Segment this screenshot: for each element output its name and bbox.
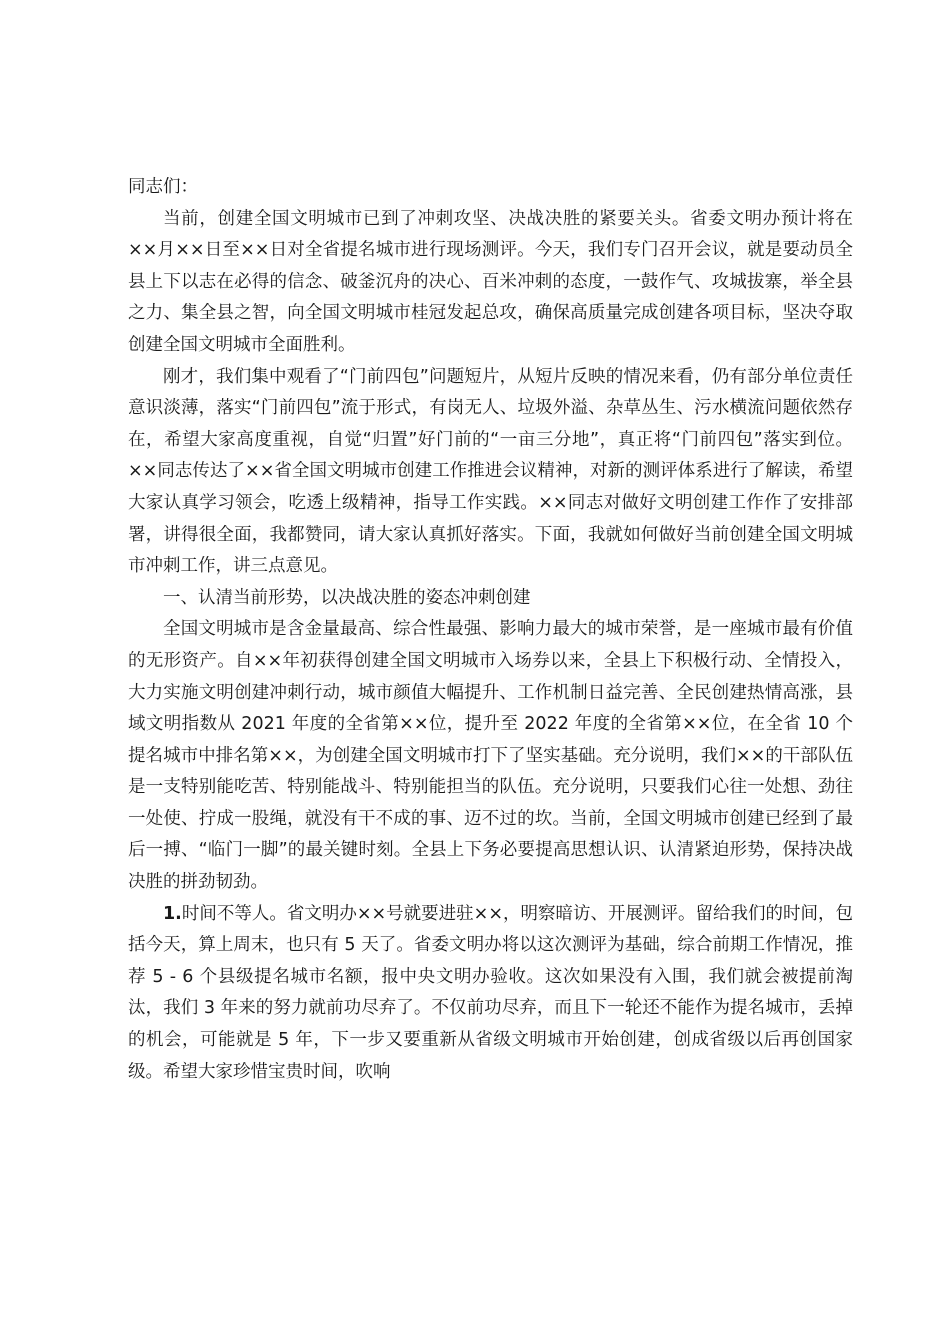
point-paragraph [128,899,853,1089]
point-number: 1. [163,903,182,924]
document-page [128,172,853,1088]
greeting: 同志们： [128,177,198,197]
section-heading: 一、认清当前形势，以决战决胜的姿态冲刺创建 [163,587,531,608]
review-paragraph: 刚才，我们集中观看了“门前四包”问题短片，从短片反映的情况来看，仍有部分单位责任意识淡薄，落实“门前四包”流于形式，有岗无人、垃圾外溢、杂草丛生、污水横流问题依然存在，希望大家高度重视，自觉“归置”好门前的“一亩三分地”，真正将“门前四包”落实到位。××同志传达了××省全国文明城市创建工作推进会议精神，对新的测评体系进行了解读，希望大家认真学习领会，吃透上级精神，指导工作实践。××同志对做好文明创建工作作了安排部署，讲得很全面，我都赞同，请大家认真抓好落实。下面，我就如何做好当前创建全国文明城市冲刺工作，讲三点意见。 [128,366,853,577]
point-text: 时间不等人。省文明办××号就要进驻××，明察暗访、开展测评。留给我们的时间，包括今天，算上周末，也只有 5 天了。省委文明办将以这次测评为基础，综合前期工作情况，推荐 5 - 6 个县级提名城市名额，报中央文明办验收。这次如果没有入围，我们就会被提前淘汰，我们 3 年来的努力就前功尽弃了。不仅前功尽弃，而且下一轮还不能作为提名城市，丢掉的机会，可能就是 5 年，下一步又要重新从省级文明城市开始创建，创成省级以后再创国家级。希望大家珍惜宝贵时间，吹响 [128,903,853,1082]
section-paragraph: 全国文明城市是含金量最高、综合性最强、影响力最大的城市荣誉，是一座城市最有价值的无形资产。自××年初获得创建全国文明城市入场券以来，全县上下积极行动、全情投入，大力实施文明创建冲刺行动，城市颜值大幅提升、工作机制日益完善、全民创建热情高涨，县域文明指数从 2021 年度的全省第××位，提升至 2022 年度的全省第××位，在全省 10 个提名城市中排名第××，为创建全国文明城市打下了坚实基础。充分说明，我们××的干部队伍是一支特别能吃苦、特别能战斗、特别能担当的队伍。充分说明，只要我们心往一处想、劲往一处使、拧成一股绳，就没有干不成的事、迈不过的坎。当前，全国文明城市创建已经到了最后一搏、“临门一脚”的最关键时刻。全县上下务必要提高思想认识、认清紧迫形势，保持决战决胜的拼劲韧劲。 [128,619,853,893]
intro-paragraph: 当前，创建全国文明城市已到了冲刺攻坚、决战决胜的紧要关头。省委文明办预计将在××月××日至××日对全省提名城市进行现场测评。今天，我们专门召开会议，就是要动员全县上下以志在必得的信念、破釜沉舟的决心、百米冲刺的态度，一鼓作气、攻城拔寨，举全县之力、集全县之智，向全国文明城市桂冠发起总攻，确保高质量完成创建各项目标，坚决夺取创建全国文明城市全面胜利。 [128,208,853,355]
